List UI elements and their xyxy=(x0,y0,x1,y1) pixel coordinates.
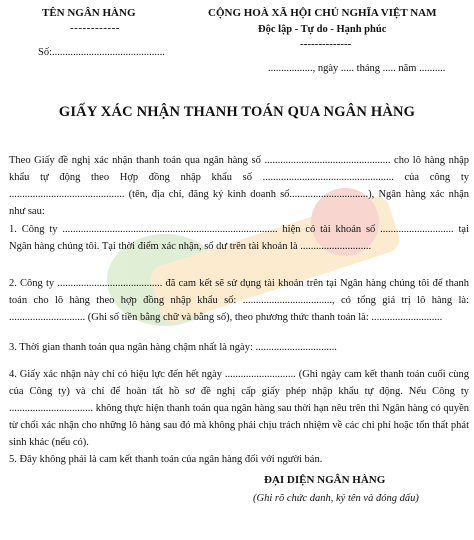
clause-4: 4. Giấy xác nhận này chỉ có hiệu lực đến hết ngày ........................... (Ghi ngày cam kết thanh toán cuối cùng của Công ty) và chỉ để hoàn tất hồ sơ đề nghị cấp giấy phép nhập khẩu tự động. Nếu Công ty ................................ không thực hiện thanh toán qua ngân hàng sau thời hạn nêu trên thì Ngân hàng có quyền từ chối xác nhận cho những lô hàng sau đó mà không phải chịu trách nhiệm về các chi phí hoặc tổn thất phát sinh khác (nếu có). xyxy=(9,369,469,448)
national-motto: Độc lập - Tự do - Hạnh phúc xyxy=(258,24,387,35)
date-line: ................., ngày ..... tháng ..... năm .......... xyxy=(268,63,446,74)
clause-5: 5. Đây không phải là cam kết thanh toán của ngân hàng đối với người bán. xyxy=(9,454,323,465)
motto-underline: -------------- xyxy=(300,38,352,50)
document-number-line: Số:........................................... xyxy=(38,47,165,58)
bank-name-underline: ------------ xyxy=(70,22,120,34)
signer-title: ĐẠI DIỆN NGÂN HÀNG xyxy=(264,474,386,486)
clause-1: 1. Công ty .................................................................................. hiện có tài khoản số ............................ tại Ngân hàng chúng tôi. Tại thời điểm xác nhận, số dư trên tài khoản là ........................... xyxy=(9,224,469,252)
clause-2: 2. Công ty ........................................ đã cam kết sẽ sử dụng tài khoản trên tại Ngân hàng chúng tôi để thanh toán cho lô hàng theo hợp đồng nhập khẩu số: .................................., có tổng giá trị lô hàng là: ............................. (Ghi số tiền bằng chữ và bằng số), theo phương thức thanh toán là: ........................... xyxy=(9,278,469,323)
document-title: GIẤY XÁC NHẬN THANH TOÁN QUA NGÂN HÀNG xyxy=(58,104,416,120)
clause-3: 3. Thời gian thanh toán qua ngân hàng chậm nhất là ngày: ............................... xyxy=(9,342,337,353)
national-title: CỘNG HOÀ XÃ HỘI CHỦ NGHĨA VIỆT NAM xyxy=(208,7,437,19)
bank-name: TÊN NGÂN HÀNG xyxy=(42,7,136,19)
signer-note: (Ghi rõ chức danh, ký tên và đóng dấu) xyxy=(253,493,419,504)
intro-paragraph: Theo Giấy đề nghị xác nhận thanh toán qua ngân hàng số ................................................ cho lô hàng nhập khẩu tự động theo Hợp đồng nhập khẩu số .................................................. của công ty ............................................ (tên, địa chỉ, đăng ký kinh doanh số..............................), Ngân hàng xác nhận như sau: xyxy=(9,155,469,217)
